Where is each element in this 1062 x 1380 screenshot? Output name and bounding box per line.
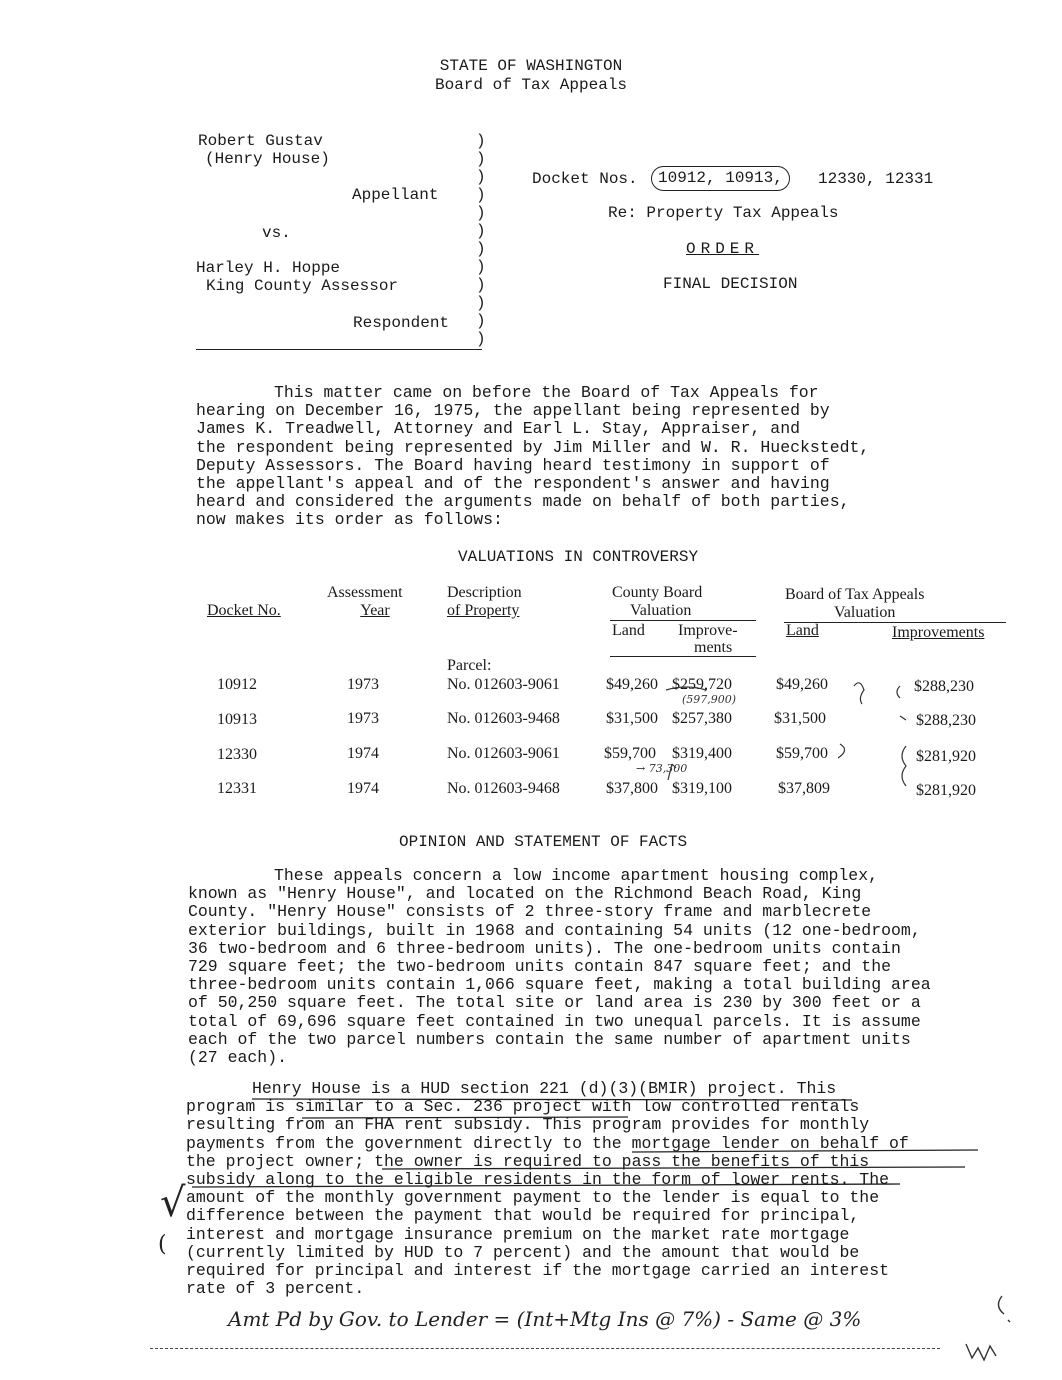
- table-handwriting-marks: [600, 670, 1020, 810]
- appellant-role: Appellant: [352, 186, 439, 204]
- table-row-cb-impr: $319,400: [672, 745, 732, 762]
- table-row-docket: 10912: [217, 676, 257, 693]
- respondent-role: Respondent: [353, 314, 450, 332]
- svg-text:): ): [476, 258, 486, 276]
- table-row-bta-impr: $281,920: [916, 748, 976, 765]
- county-rule-2: [610, 656, 756, 657]
- svg-text:): ): [476, 132, 486, 150]
- description-header: Description: [447, 584, 522, 601]
- bta-land-header: Land: [786, 622, 819, 639]
- opinion-line: 36 two-bedroom and 6 three-bedroom units). The one-bedroom units contain: [188, 938, 901, 958]
- assessment-header: Assessment: [327, 584, 403, 601]
- handwritten-bottom-note: Amt Pd by Gov. to Lender = (Int+Mtg Ins @ 7%) - Same @ 3%: [228, 1307, 862, 1331]
- opinion-line: resulting from an FHA rent subsidy. This program provides for monthly: [186, 1115, 870, 1135]
- opinion-line: subsidy along to the eligible residents in the form of lower rents. The: [186, 1170, 890, 1190]
- opinion-line: total of 69,696 square feet contained in two unequal parcels. It is assume: [188, 1011, 921, 1031]
- table-row-parcel: No. 012603-9468: [447, 780, 560, 797]
- table-row-bta-impr: $288,230: [914, 678, 974, 695]
- valuations-title: VALUATIONS IN CONTROVERSY: [458, 548, 699, 566]
- table-row-cb-land: $37,800: [606, 780, 658, 797]
- table-row-cb-impr: $259,720: [672, 676, 732, 693]
- handwritten-note-row3: → 73,300: [636, 762, 688, 775]
- opinion-paragraph-1: [188, 867, 931, 1067]
- table-row-year: 1973: [347, 710, 379, 727]
- handwritten-underlines: [180, 1090, 1010, 1190]
- docket-circled: 10912, 10913,: [651, 166, 790, 191]
- intro-line: heard and considered the arguments made on behalf of both parties,: [196, 492, 850, 512]
- state-heading: STATE OF WASHINGTON: [439, 57, 623, 75]
- docket-label: Docket Nos.: [532, 170, 638, 188]
- order-heading: ORDER: [686, 240, 760, 258]
- bta-header: Board of Tax Appeals: [785, 586, 925, 603]
- opinion-line: These appeals concern a low income apartment housing complex,: [274, 866, 878, 885]
- margin-paren-mark: (: [158, 1232, 167, 1257]
- opinion-line: rate of 3 percent.: [186, 1279, 365, 1299]
- svg-text:): ): [476, 294, 486, 312]
- table-row-bta-impr: $288,230: [916, 712, 976, 729]
- intro-line: Deputy Assessors. The Board having heard testimony in support of: [196, 455, 830, 475]
- svg-text:): ): [476, 186, 486, 204]
- bta-valuation-header: Valuation: [834, 604, 896, 621]
- opinion-line: three-bedroom units contain 1,066 square feet, making a total building area: [188, 975, 931, 995]
- county-improvements-header: Improve-: [678, 622, 738, 639]
- county-valuation-header: Valuation: [630, 602, 692, 619]
- board-heading: Board of Tax Appeals: [434, 76, 628, 94]
- table-row-docket: 12331: [217, 780, 257, 797]
- svg-text:): ): [476, 222, 486, 240]
- corner-scribble: [960, 1290, 1020, 1370]
- opinion-line: of 50,250 square feet. The total site or land area is 230 by 300 feet or a: [188, 993, 921, 1013]
- table-row-docket: 10913: [217, 711, 257, 728]
- intro-line: James K. Treadwell, Attorney and Earl L. Stay, Appraiser, and: [196, 419, 800, 439]
- handwritten-note-row1: (597,900): [682, 693, 737, 706]
- table-row-parcel: No. 012603-9061: [447, 676, 560, 693]
- county-board-header: County Board: [612, 584, 703, 601]
- opinion-line: each of the two parcel numbers contain the same number of apartment units: [188, 1029, 911, 1049]
- opinion-line: (27 each).: [188, 1048, 288, 1068]
- table-row-bta-land: $31,500: [774, 710, 826, 727]
- caption-brackets: [470, 130, 494, 356]
- re-line: Re: Property Tax Appeals: [608, 204, 839, 222]
- opinion-line: amount of the monthly government payment to the lender is equal to the: [186, 1188, 880, 1208]
- svg-text:): ): [476, 330, 486, 348]
- table-row-parcel: No. 012603-9468: [447, 710, 560, 727]
- margin-check-mark: √: [160, 1180, 186, 1226]
- table-row-cb-land: $49,260: [606, 676, 658, 693]
- of-property-header: of Property: [447, 602, 520, 619]
- svg-text:): ): [476, 150, 486, 168]
- opinion-line: County. "Henry House" consists of 2 three-story frame and marblecrete: [188, 902, 872, 922]
- respondent-title: King County Assessor: [206, 277, 399, 295]
- year-header: Year: [360, 602, 390, 619]
- caption-rule: [196, 349, 482, 350]
- opinion-line: interest and mortgage insurance premium on the market rate mortgage: [186, 1224, 850, 1244]
- table-row-cb-land: $31,500: [606, 710, 658, 727]
- county-land-header: Land: [612, 622, 645, 639]
- versus: vs.: [262, 224, 291, 242]
- table-row-cb-impr: $319,100: [672, 780, 732, 797]
- opinion-title: OPINION AND STATEMENT OF FACTS: [399, 833, 688, 851]
- opinion-line: 729 square feet; the two-bedroom units contain 847 square feet; and the: [188, 957, 892, 977]
- bta-improvements-header: Improvements: [892, 624, 985, 641]
- table-row-bta-land: $59,700: [776, 745, 828, 762]
- intro-line: the appellant's appeal and of the respondent's answer and having: [196, 474, 830, 494]
- svg-text:): ): [476, 204, 486, 222]
- intro-line: This matter came on before the Board of Tax Appeals for: [274, 383, 819, 402]
- docket-header: Docket No.: [207, 602, 281, 619]
- county-improvements-header-2: ments: [694, 639, 733, 656]
- table-row-cb-land: $59,700: [604, 745, 656, 762]
- table-row-docket: 12330: [217, 746, 257, 763]
- table-row-parcel: No. 012603-9061: [447, 745, 560, 762]
- appellant-name: Robert Gustav: [198, 132, 323, 150]
- opinion-line: required for principal and interest if the mortgage carried an interest: [186, 1261, 890, 1281]
- table-row-bta-impr: $281,920: [916, 782, 976, 799]
- svg-text:): ): [476, 276, 486, 294]
- table-row-bta-land: $37,809: [778, 780, 830, 797]
- opinion-line: difference between the payment that would be required for principal,: [186, 1206, 860, 1226]
- table-row-bta-land: $49,260: [776, 676, 828, 693]
- county-rule: [610, 620, 756, 621]
- bottom-rule: [150, 1348, 940, 1349]
- opinion-line: Henry House is a HUD section 221 (d)(3)(BMIR) project. This: [252, 1079, 837, 1098]
- intro-line: hearing on December 16, 1975, the appellant being represented by: [196, 401, 830, 421]
- opinion-line: the project owner; the owner is required to pass the benefits of this: [186, 1151, 870, 1171]
- table-row-year: 1974: [347, 745, 379, 762]
- parcel-label: Parcel:: [447, 657, 492, 674]
- opinion-line: known as "Henry House", and located on the Richmond Beach Road, King: [188, 884, 862, 904]
- svg-text:): ): [476, 240, 486, 258]
- opinion-line: payments from the government directly to the mortgage lender on behalf of: [186, 1133, 909, 1153]
- table-row-year: 1974: [347, 780, 379, 797]
- svg-text:): ): [476, 312, 486, 330]
- respondent-name: Harley H. Hoppe: [196, 259, 341, 277]
- intro-paragraph: [196, 384, 869, 530]
- table-row-year: 1973: [347, 676, 379, 693]
- docket-rest: 12330, 12331: [818, 170, 934, 188]
- final-decision: FINAL DECISION: [663, 275, 798, 293]
- appellant-aka: (Henry House): [205, 150, 330, 168]
- opinion-line: exterior buildings, built in 1968 and containing 54 units (12 one-bedroom,: [188, 920, 921, 940]
- opinion-line: program is similar to a Sec. 236 project with low controlled rentals: [186, 1097, 860, 1117]
- intro-line: now makes its order as follows:: [196, 510, 503, 530]
- table-row-cb-impr: $257,380: [672, 710, 732, 727]
- intro-line: the respondent being represented by Jim Miller and W. R. Hueckstedt,: [196, 437, 870, 457]
- opinion-line: (currently limited by HUD to 7 percent) and the amount that would be: [186, 1242, 860, 1262]
- svg-text:): ): [476, 168, 486, 186]
